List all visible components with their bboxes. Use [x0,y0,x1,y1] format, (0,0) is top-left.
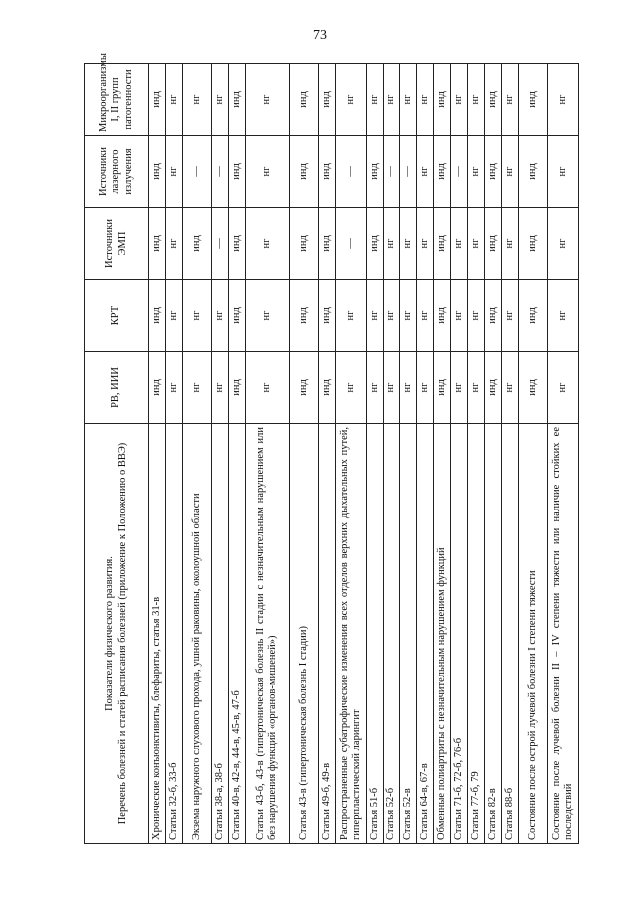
row-value: нг [336,352,367,424]
row-value: нг [502,64,519,136]
row-label: Статьи 71-б, 72-б, 76-б [451,424,468,844]
row-label: Статьи 40-в, 42-в, 44-в, 45-в, 47-б [229,424,246,844]
row-value: инд [229,208,246,280]
row-value: инд [366,208,383,280]
row-value: — [383,136,400,208]
row-value: — [451,136,468,208]
row-value: нг [383,352,400,424]
row-value: инд [485,280,502,352]
row-value: нг [468,352,485,424]
table-row [417,64,434,844]
row-label: Статья 88-б [502,424,519,844]
row-value: нг [366,64,383,136]
row-value: нг [182,64,211,136]
row-value: — [212,136,229,208]
row-value: инд [485,208,502,280]
row-value: нг [417,280,434,352]
row-value: инд [229,64,246,136]
row-value: нг [417,64,434,136]
row-value: инд [519,64,548,136]
row-label: Статья 82-в [485,424,502,844]
row-value: инд [519,136,548,208]
row-value: инд [319,136,336,208]
row-value: инд [519,280,548,352]
row-value: инд [289,136,318,208]
row-value: нг [468,280,485,352]
row-value: инд [319,64,336,136]
row-value: нг [451,352,468,424]
table-row [485,64,502,844]
row-value: нг [212,352,229,424]
row-value: инд [289,208,318,280]
row-value: инд [229,136,246,208]
row-value: нг [417,208,434,280]
row-value: инд [434,64,451,136]
row-value: инд [434,208,451,280]
row-value: инд [519,352,548,424]
row-value: инд [289,64,318,136]
row-label: Состояние после острой лучевой болезни I степени тяжести [519,424,548,844]
table-row [502,64,519,844]
row-value: — [400,136,417,208]
row-value: нг [400,280,417,352]
row-value: нг [383,64,400,136]
row-value: инд [319,208,336,280]
row-value: нг [336,280,367,352]
header-col-rv: РВ, ИИИ [85,352,149,424]
table-row [434,64,451,844]
header-title-line1: Показатели физического развития. [104,556,116,711]
table-header-row [85,64,149,844]
table-row [246,64,290,844]
row-value: инд [366,136,383,208]
table-row [451,64,468,844]
row-value: нг [165,208,182,280]
row-value: нг [417,352,434,424]
row-value: инд [182,208,211,280]
row-value: нг [400,208,417,280]
header-diseases [85,424,149,844]
row-value: инд [434,136,451,208]
row-value: нг [502,136,519,208]
row-value: нг [182,352,211,424]
row-label: Статья 51-б [366,424,383,844]
row-value: инд [485,64,502,136]
row-value: нг [165,352,182,424]
row-label: Статьи 49-б, 49-в [319,424,336,844]
row-value: инд [149,280,166,352]
row-value: нг [336,64,367,136]
row-value: нг [451,64,468,136]
row-value: нг [548,64,579,136]
row-label: Состояние после лучевой болезни II – IV степени тяжести или наличие стойких ее последствий [548,424,579,844]
row-value: инд [434,280,451,352]
table-row [383,64,400,844]
row-value: нг [366,280,383,352]
row-label: Статьи 32-б, 33-б [165,424,182,844]
row-value: инд [149,208,166,280]
table-row [149,64,166,844]
row-value: нг [400,352,417,424]
suitability-table [84,53,579,844]
row-value: нг [502,352,519,424]
row-label: Экзема наружного слухового прохода, ушной раковины, околоушной области [182,424,211,844]
row-value: — [336,136,367,208]
row-value: нг [451,208,468,280]
row-value: нг [548,208,579,280]
row-value: нг [212,64,229,136]
row-value: нг [246,64,290,136]
row-label: Статьи 43-б, 43-в (гипертоническая болезнь II стадии с незначительным нарушением или без нарушения функций «органов-мишеней») [246,424,290,844]
row-value: нг [165,136,182,208]
page-number: 73 [313,28,327,43]
row-value: нг [165,280,182,352]
row-value: нг [246,280,290,352]
row-label: Статья 52-б [383,424,400,844]
row-value: инд [229,352,246,424]
row-value: нг [468,208,485,280]
table-row [289,64,318,844]
row-value: — [336,208,367,280]
row-value: инд [485,136,502,208]
row-value: нг [468,64,485,136]
row-value: нг [246,208,290,280]
row-value: нг [246,352,290,424]
row-value: инд [149,64,166,136]
row-label: Статья 52-в [400,424,417,844]
row-value: нг [182,280,211,352]
header-col-emp: Источники ЭМП [85,208,149,280]
row-value: нг [165,64,182,136]
row-label: Распространенные субатрофические изменения всех отделов верхних дыхательных путей, гиперпластический ларингит [336,424,367,844]
row-value: нг [548,352,579,424]
table-body [149,64,579,844]
row-label: Статьи 38-а, 38-б [212,424,229,844]
row-value: — [212,208,229,280]
row-label: Статьи 64-в, 67-в [417,424,434,844]
header-col-krt: КРТ [85,280,149,352]
row-value: нг [212,280,229,352]
row-value: инд [485,352,502,424]
row-value: инд [149,352,166,424]
row-value: инд [519,208,548,280]
row-value: нг [468,136,485,208]
table-row [548,64,579,844]
table-row [165,64,182,844]
row-value: инд [289,280,318,352]
rotated-table-sheet [84,53,579,844]
row-label: Статья 43-в (гипертоническая болезнь I стадии) [289,424,318,844]
row-value: нг [366,352,383,424]
row-value: инд [289,352,318,424]
row-value: нг [548,280,579,352]
row-value: — [182,136,211,208]
table-row [336,64,367,844]
row-label: Статьи 77-б, 79 [468,424,485,844]
table-row [519,64,548,844]
row-value: инд [149,136,166,208]
row-label: Хронические конъюнктивиты, блефариты, статья 31-в [149,424,166,844]
row-value: нг [246,136,290,208]
row-value: нг [548,136,579,208]
header-title-line2: Перечень болезней и статей расписания болезней (приложение к Положению о ВВЭ) [116,442,128,825]
row-value: нг [383,280,400,352]
table-row [400,64,417,844]
row-value: инд [434,352,451,424]
row-value: инд [319,280,336,352]
table-row [319,64,336,844]
row-value: нг [502,208,519,280]
table-row [366,64,383,844]
row-value: нг [400,64,417,136]
row-value: нг [383,208,400,280]
header-col-microorganisms: Микроорганизмы I, II групп патогенности [85,64,149,136]
header-col-laser: Источники лазерного излучения [85,136,149,208]
row-value: инд [319,352,336,424]
row-value: инд [229,280,246,352]
table-row [229,64,246,844]
table-row [468,64,485,844]
table-row [212,64,229,844]
row-value: нг [451,280,468,352]
row-value: нг [502,280,519,352]
row-label: Обменные полиартриты с незначительным нарушением функций [434,424,451,844]
row-value: нг [417,136,434,208]
table-row [182,64,211,844]
